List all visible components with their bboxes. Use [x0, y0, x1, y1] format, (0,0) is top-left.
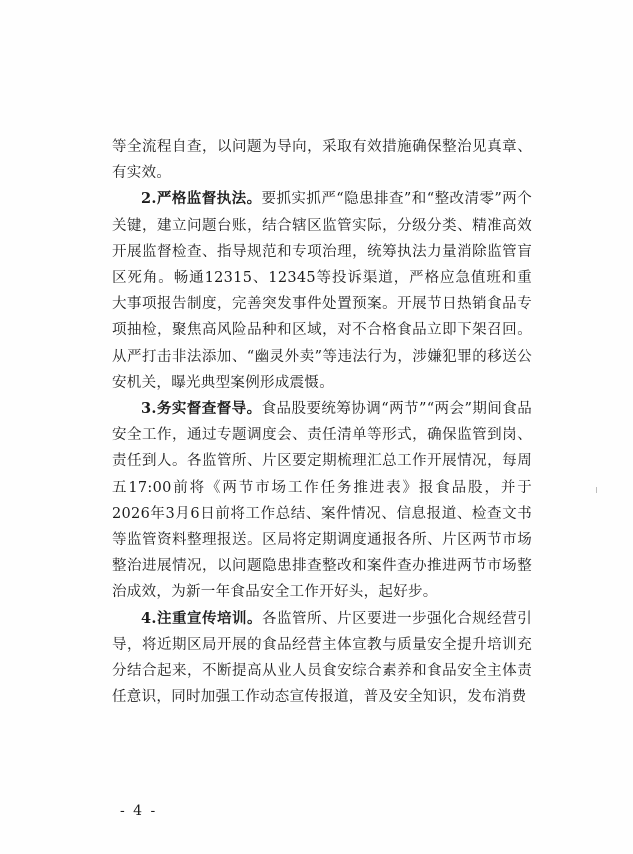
paragraph-2-heading: 2.严格监督执法。 — [141, 190, 262, 208]
paragraph-1-text: 等全流程自查，以问题为导向，采取有效措施确保整治见真章、有实效。 — [112, 139, 532, 182]
paragraph-1 — [112, 134, 532, 186]
paragraph-3-text: 食品股要统筹协调“两节”“两会”期间食品安全工作，通过专题调度会、责任清单等形式，确保监管到岗、责任到人。各监管所、片区要定期梳理汇总工作开展情况，每周五17:00前将《两节市场工作任务推进表》报食品股，并于2026年3月6日前将工作总结、案件情况、信息报道、检查文书等监管资料整理报送。区局将定期调度通报各所、片区两节市场整治进展情况，以问题隐患排查整改和案件查办推进两节市场整治成效，为新一年食品安全工作开好头，起好步。 — [112, 401, 532, 601]
body-text — [112, 134, 532, 710]
scan-mark — [596, 487, 597, 493]
paragraph-4-text: 各监管所、片区要进一步强化合规经营引导，将近期区局开展的食品经营主体宣教与质量安全提升培训充分结合起来，不断提高从业人员食安综合素养和食品安全主体责任意识，同时加强工作动态宣传报道，普及安全知识，发布消费 — [112, 610, 532, 706]
paragraph-3-heading: 3.务实督查督导。 — [141, 400, 262, 418]
page-number: - 4 - — [120, 803, 158, 819]
paragraph-2-text: 要抓实抓严“隐患排查”和“整改清零”两个关键，建立问题台账，结合辖区监管实际，分级分类、精准高效开展监督检查、指导规范和专项治理，统筹执法力量消除监管盲区死角。畅通12315、12345等投诉渠道，严格应急值班和重大事项报告制度，完善突发事件处置预案。开展节日热销食品专项抽检，聚焦高风险品种和区域，对不合格食品立即下架召回。从严打击非法添加、“幽灵外卖”等违法行为，涉嫌犯罪的移送公安机关，曝光典型案例形成震慑。 — [112, 191, 532, 391]
paragraph-4 — [112, 606, 532, 711]
paragraph-2 — [112, 186, 532, 396]
paragraph-3 — [112, 396, 532, 606]
paragraph-4-heading: 4.注重宣传培训。 — [141, 609, 263, 627]
